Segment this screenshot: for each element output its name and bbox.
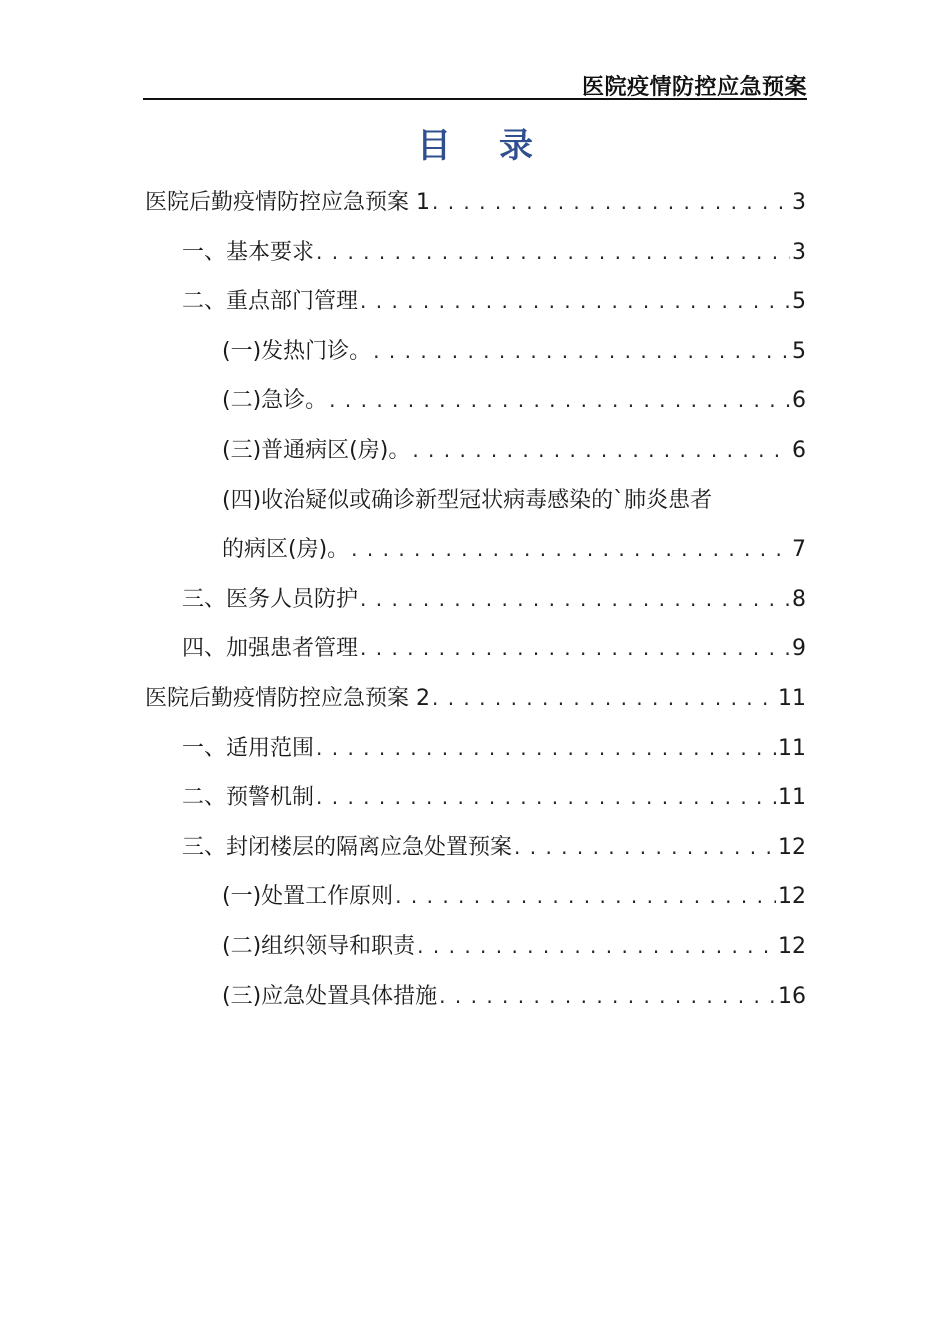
dot-leader	[412, 426, 790, 476]
toc-entry[interactable]	[145, 277, 806, 327]
toc-entry-text: 一、适用范围	[182, 735, 315, 761]
toc-entry[interactable]	[145, 922, 806, 972]
toc-entry-text: 二、预警机制	[182, 785, 315, 811]
toc-entry[interactable]	[145, 773, 806, 823]
toc-entry[interactable]	[145, 972, 806, 1022]
toc-entry[interactable]	[145, 525, 806, 575]
toc-entry-text: 一、基本要求	[182, 239, 315, 265]
toc-entry-text: 四、加强患者管理	[182, 636, 359, 662]
toc-entry[interactable]	[145, 823, 806, 873]
toc-entry-text: (三)应急处置具体措施	[222, 983, 438, 1009]
toc-entry-text: (一)处置工作原则	[222, 884, 394, 910]
dot-leader	[316, 228, 790, 278]
toc-entry[interactable]	[145, 327, 806, 377]
toc-page-number: 12	[778, 933, 806, 959]
toc-entry-text: (二)组织领导和职责	[222, 933, 416, 959]
toc-entry[interactable]	[145, 476, 806, 526]
dot-leader	[351, 525, 790, 575]
toc-title: 目录	[417, 126, 581, 166]
toc-page-number: 12	[778, 884, 806, 910]
toc-page-number: 3	[792, 190, 806, 215]
toc-entry-text: (二)急诊。	[222, 388, 328, 414]
toc-entry-text: (四)收治疑似或确诊新型冠状病毒感染的`肺炎患者	[222, 487, 713, 513]
dot-leader	[316, 724, 776, 774]
toc-page-number: 9	[792, 636, 806, 662]
toc-page-number: 11	[778, 785, 806, 811]
dot-leader	[417, 922, 776, 972]
toc-entry[interactable]	[145, 575, 806, 625]
dot-leader	[360, 624, 790, 674]
header-rule	[143, 98, 807, 100]
toc-entry-text: (三)普通病区(房)。	[222, 437, 411, 463]
toc-entry-text: 二、重点部门管理	[182, 289, 359, 315]
toc-entry-text: 医院后勤疫情防控应急预案 2	[145, 685, 430, 711]
toc-entry-text: (一)发热门诊。	[222, 338, 372, 364]
toc-page-number: 16	[778, 983, 806, 1009]
toc-entry[interactable]	[145, 624, 806, 674]
toc-page-number: 5	[792, 289, 806, 315]
running-header: 医院疫情防控应急预案	[581, 75, 807, 100]
dot-leader	[360, 277, 790, 327]
toc-page-number: 6	[792, 437, 806, 463]
toc-page-number: 11	[778, 735, 806, 761]
toc-entry[interactable]	[145, 178, 806, 228]
dot-leader	[373, 327, 790, 377]
dot-leader	[316, 773, 776, 823]
toc-page-number: 11	[778, 685, 806, 711]
toc-entry[interactable]	[145, 426, 806, 476]
dot-leader	[432, 674, 776, 724]
toc-page-number: 8	[792, 586, 806, 612]
dot-leader	[432, 178, 790, 228]
toc-page-number: 5	[792, 338, 806, 364]
dot-leader	[514, 823, 776, 873]
toc-page-number: 12	[778, 834, 806, 860]
toc-page-number: 3	[792, 239, 806, 265]
toc-entry[interactable]	[145, 674, 806, 724]
toc-entry-text: 的病区(房)。	[222, 537, 350, 563]
toc-entry[interactable]	[145, 376, 806, 426]
toc-page-number: 6	[792, 388, 806, 414]
dot-leader	[360, 575, 790, 625]
toc-page-number: 7	[792, 537, 806, 563]
dot-leader	[439, 972, 776, 1022]
table-of-contents	[145, 178, 806, 1021]
toc-entry-text: 三、医务人员防护	[182, 586, 359, 612]
dot-leader	[395, 872, 776, 922]
toc-entry[interactable]	[145, 872, 806, 922]
dot-leader	[329, 376, 790, 426]
toc-entry[interactable]	[145, 228, 806, 278]
toc-entry-text: 三、封闭楼层的隔离应急处置预案	[182, 834, 513, 860]
toc-entry-text: 医院后勤疫情防控应急预案 1	[145, 190, 430, 215]
toc-entry[interactable]	[145, 724, 806, 774]
